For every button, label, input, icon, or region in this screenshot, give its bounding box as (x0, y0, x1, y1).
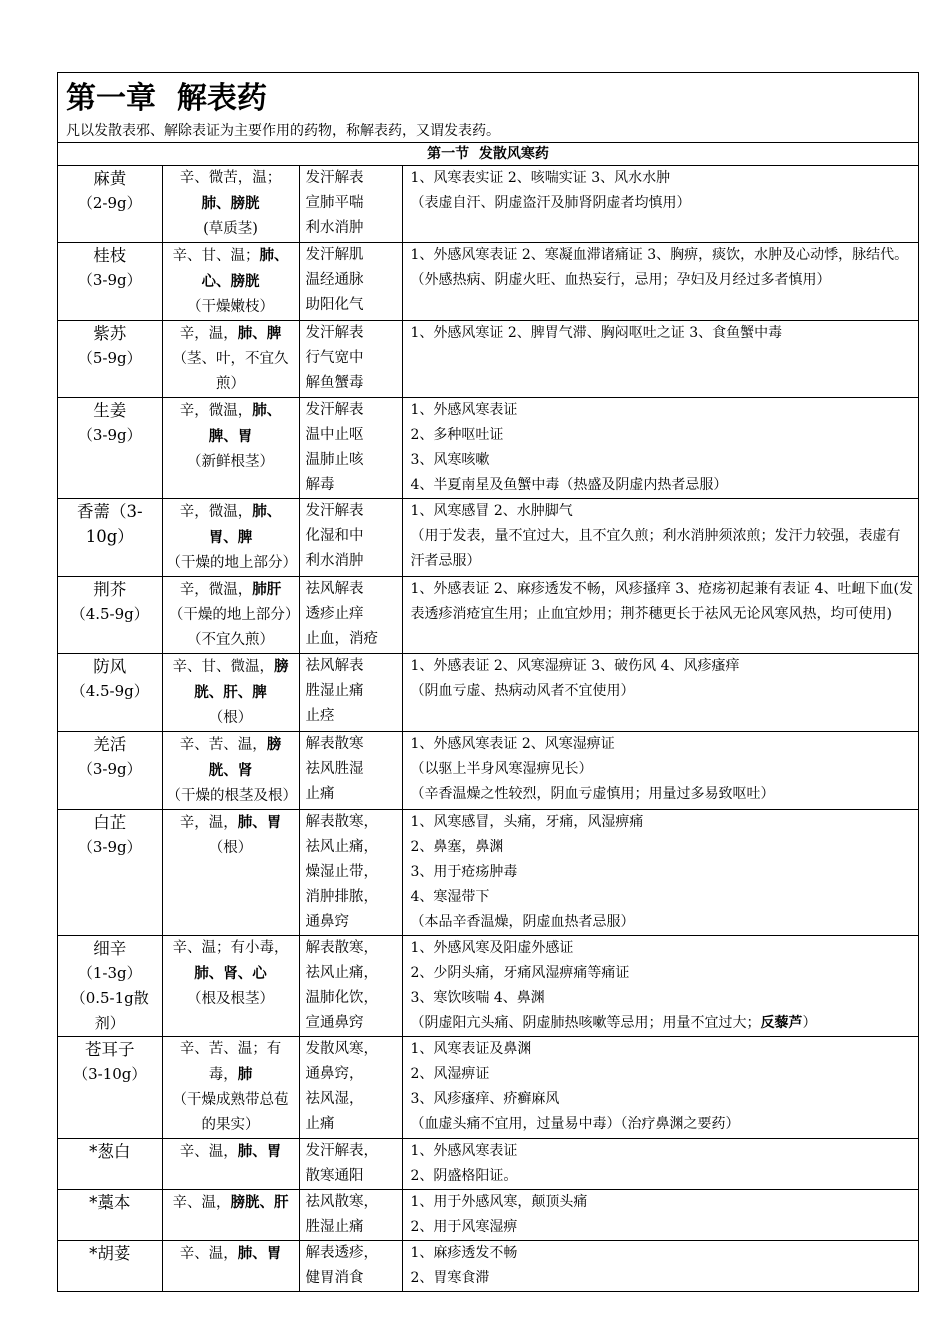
herb-functions-cell (299, 321, 402, 398)
chapter-title: 第一章 解表药 (66, 81, 267, 116)
herb-properties-cell (162, 577, 299, 654)
herb-function: 祛风止痛， (305, 839, 378, 855)
herb-function: 助阳化气 (305, 297, 364, 313)
herb-function: 发散风寒， (305, 1041, 378, 1057)
herb-function: 温肺化饮， (305, 990, 378, 1006)
herb-function: 散寒通阳 (305, 1168, 364, 1184)
herb-part: （干燥嫩枝） (187, 299, 274, 315)
herb-dose: （3-9g） (77, 426, 142, 444)
herb-indications-cell (402, 166, 918, 243)
herb-properties-cell (162, 936, 299, 1037)
herb-indications-cell (402, 810, 918, 936)
herb-function: 消肿排脓， (305, 889, 378, 905)
herb-row (58, 810, 918, 936)
herb-name: *葱白 (89, 1142, 131, 1161)
herb-function: 发汗解表 (305, 503, 364, 519)
herb-indication: 1、风寒表证及鼻渊 (410, 1041, 532, 1057)
herb-indication: 1、风寒表实证 2、咳喘实证 3、风水水肿 (410, 170, 671, 186)
herb-functions-cell (299, 732, 402, 810)
herb-name: 生姜 (93, 401, 127, 420)
herb-name-cell (58, 810, 162, 936)
herb-functions-cell (299, 577, 402, 654)
herb-indication: 1、用于外感风寒，颠顶头痛 (410, 1194, 588, 1210)
herb-row (58, 577, 918, 654)
herb-name: 苍耳子 (85, 1040, 135, 1059)
herb-indications-cell (402, 1190, 918, 1241)
herb-indication: 2、用于风寒湿痹 (410, 1219, 518, 1235)
herb-nature-line (167, 732, 295, 784)
herb-part: （根及根茎） (187, 991, 274, 1007)
herb-dose: （4.5-9g） (70, 605, 149, 623)
herb-nature-line (167, 810, 295, 836)
herb-part: （干燥的根茎及根） (166, 788, 297, 804)
herb-function: 祛风胜湿 (305, 761, 364, 777)
herb-row (58, 1037, 918, 1139)
herb-part: (草质茎) (203, 221, 258, 237)
herb-name-cell (58, 577, 162, 654)
herb-indication: 1、风寒感冒 2、水肿脚气 (410, 503, 573, 519)
herb-part: （根） (208, 840, 253, 856)
herb-indication: 4、寒湿带下 (410, 889, 490, 905)
herb-function: 宣肺平喘 (305, 195, 364, 211)
herb-row (58, 732, 918, 810)
herb-indications-cell (402, 1241, 918, 1292)
herb-properties-cell (162, 398, 299, 499)
herb-row (58, 499, 918, 577)
herb-function: 胜湿止痛 (305, 1219, 364, 1235)
herb-function: 通鼻窍， (305, 1066, 364, 1082)
herb-indication: 3、风寒咳嗽 (410, 452, 490, 468)
herb-function: 解表散寒， (305, 940, 378, 956)
herb-function: 通鼻窍 (305, 914, 349, 930)
herb-meridian: 肺、胃 (237, 1245, 282, 1262)
herb-function: 止血，消疮 (305, 631, 378, 647)
herb-row (58, 243, 918, 321)
herb-meridian: 肺、胃 (237, 814, 282, 831)
herb-indication: 2、多种呕吐证 (410, 427, 504, 443)
herb-indication: 1、外感表证 2、风寒湿痹证 3、破伤风 4、风疹瘙痒 (410, 658, 740, 674)
herb-name: 香薷（3-10g） (76, 502, 143, 546)
herb-name-cell (58, 1139, 162, 1190)
herb-table-body (58, 166, 918, 1291)
herb-dose: （4.5-9g） (70, 682, 149, 700)
chapter-intro: 凡以发散表邪、解除表证为主要作用的药物，称解表药，又谓发表药。 (66, 123, 500, 139)
herb-name: 紫苏 (93, 324, 127, 343)
herb-indication: 2、阴盛格阳证。 (410, 1168, 518, 1184)
herb-row (58, 1139, 918, 1190)
herb-nature-line (167, 654, 295, 706)
herb-indications-cell (402, 243, 918, 321)
herb-indication: 1、风寒感冒，头痛，牙痛，风湿痹痛 (410, 814, 644, 830)
herb-name: 白芷 (93, 813, 127, 832)
herb-row (58, 398, 918, 499)
herb-indication: （血虚头痛不宜用，过量易中毒）（治疗鼻渊之要药） (410, 1116, 740, 1132)
herb-function: 止痛 (305, 1116, 335, 1132)
document-page (57, 72, 919, 1292)
herb-indication: （以驱上半身风寒湿痹见长） (410, 761, 593, 777)
herb-indication: （阴虚阳亢头痛、阴虚肺热咳嗽等忌用；用量不宜过大； (410, 1015, 761, 1031)
chapter-header (58, 73, 918, 143)
herb-meridian: 肺、胃、脾 (208, 503, 282, 546)
herb-functions-cell (299, 1241, 402, 1292)
herb-functions-cell (299, 499, 402, 577)
herb-indications-cell (402, 1037, 918, 1139)
herb-meridian: 肺肝 (252, 581, 282, 598)
herb-functions-cell (299, 398, 402, 499)
herb-meridian: 肺、心、膀胱 (201, 247, 289, 290)
herb-name: 桂枝 (93, 246, 127, 265)
herb-function: 祛风湿， (305, 1091, 364, 1107)
herb-indication: 2、风湿痹证 (410, 1066, 490, 1082)
herb-indications-cell (402, 936, 918, 1037)
herb-function: 祛风解表 (305, 581, 364, 597)
herb-nature-line (167, 499, 295, 551)
herb-nature-line (167, 166, 295, 217)
herb-function: 温经通脉 (305, 272, 364, 288)
herb-nature-line (167, 1190, 295, 1216)
herb-name-cell (58, 243, 162, 321)
herb-function: 解表透疹， (305, 1245, 378, 1261)
herb-nature: 辛，温， (179, 326, 238, 342)
herb-name-cell (58, 936, 162, 1037)
herb-nature: 辛、苦、温， (179, 737, 267, 753)
herb-function: 祛风解表 (305, 658, 364, 674)
herb-function: 解毒 (305, 477, 335, 493)
herb-indication: 1、外感风寒证 2、脾胃气滞、胸闷呕吐之证 3、食鱼蟹中毒 (410, 325, 783, 341)
herb-name: 羌活 (93, 735, 127, 754)
herb-nature-line (167, 1037, 295, 1088)
herb-indication: （辛香温燥之性较烈，阴血亏虚慎用；用量过多易致呕吐） (410, 786, 775, 802)
herb-indication: （表虚自汗、阴虚盗汗及肺肾阴虚者均慎用） (410, 195, 691, 211)
herb-properties-cell (162, 654, 299, 732)
herb-functions-cell (299, 1139, 402, 1190)
herb-indication: 2、胃寒食滞 (410, 1270, 490, 1286)
herb-name-cell (58, 654, 162, 732)
herb-part: （干燥的地上部分）（不宜久煎） (168, 607, 293, 648)
herb-name: *藁本 (89, 1193, 131, 1212)
herb-nature: 辛，微温， (179, 504, 253, 520)
herb-function: 利水消肿 (305, 220, 364, 236)
herb-function: 发汗解表 (305, 402, 364, 418)
herb-name-cell (58, 321, 162, 398)
herb-meridian: 膀胱、肝 (230, 1194, 289, 1211)
herb-dose: （1-3g）（0.5-1g散剂） (70, 964, 149, 1032)
herb-indication: 1、外感表证 2、麻疹透发不畅，风疹搔痒 3、疮疡初起兼有表证 4、吐衄下血(发表透疹消疮宜生用；止血宜炒用；荆芥穗更长于祛风无论风寒风热，均可使用) (410, 581, 913, 622)
herb-function: 行气宽中 (305, 350, 364, 366)
herb-properties-cell (162, 243, 299, 321)
herb-indications-cell (402, 577, 918, 654)
herb-indication: 1、外感风寒表证 (410, 402, 518, 418)
herb-part: （茎、叶，不宜久煎） (172, 351, 289, 392)
herb-nature-line (167, 936, 295, 987)
herb-indication: 2、少阴头痛，牙痛风湿痹痛等痛证 (410, 965, 630, 981)
herb-indication: 1、外感风寒表证 (410, 1143, 518, 1159)
herb-nature: 辛、甘、温； (172, 248, 260, 264)
herb-name: 防风 (93, 657, 127, 676)
herb-meridian: 肺 (237, 1066, 253, 1083)
herb-function: 发汗解表， (305, 1143, 378, 1159)
herb-indication: （阴血亏虚、热病动风者不宜使用） (410, 683, 635, 699)
herb-row (58, 321, 918, 398)
herb-nature: 辛、苦、温；有毒， (179, 1041, 282, 1083)
herb-indication: 2、鼻塞，鼻渊 (410, 839, 504, 855)
herb-meridian: 膀胱、肝、脾 (194, 658, 289, 701)
herb-name: 麻黄 (93, 169, 127, 188)
herb-properties-cell (162, 499, 299, 577)
herb-name-cell (58, 1190, 162, 1241)
herb-name-cell (58, 1037, 162, 1139)
herb-function: 解鱼蟹毒 (305, 375, 364, 391)
herb-nature: 辛、温， (172, 1195, 231, 1211)
herb-properties-cell (162, 1037, 299, 1139)
herb-meridian: 肺、胃 (237, 1143, 282, 1160)
herb-meridian: 肺、肾、心 (194, 965, 267, 982)
herb-indications-cell (402, 321, 918, 398)
herb-nature-line (167, 243, 295, 295)
herb-function: 燥湿止带， (305, 864, 378, 880)
herb-dose: （3-9g） (77, 760, 142, 778)
herb-functions-cell (299, 936, 402, 1037)
herb-nature: 辛、温， (179, 1246, 238, 1262)
herb-nature-line (167, 1139, 295, 1165)
herb-function: 祛风止痛， (305, 965, 378, 981)
herb-dose: （3-9g） (77, 838, 142, 856)
herb-functions-cell (299, 1037, 402, 1139)
herb-meridian: 肺、脾 (237, 325, 282, 342)
herb-nature-line (167, 398, 295, 450)
herb-nature-line (167, 321, 295, 347)
herb-indication: 3、用于疮疡肿毒 (410, 864, 518, 880)
herb-row (58, 936, 918, 1037)
herb-indication: 1、外感风寒表证 2、寒凝血滞诸痛证 3、胸痹，痰饮，水肿及心动悸，脉结代。（外感热病、阴虚火旺、血热妄行，忌用；孕妇及月经过多者慎用） (410, 247, 909, 288)
herb-indication: 1、外感风寒表证 2、风寒湿痹证 (410, 736, 615, 752)
herb-function: 宣通鼻窍 (305, 1015, 364, 1031)
herb-nature: 辛、微苦，温； (179, 170, 282, 186)
herb-indications-cell (402, 732, 918, 810)
herb-indication: 3、风疹瘙痒、疥癣麻风 (410, 1091, 560, 1107)
herb-indications-cell (402, 398, 918, 499)
herb-function: 发汗解肌 (305, 247, 364, 263)
herb-dose: （3-10g） (73, 1065, 147, 1083)
herb-properties-cell (162, 166, 299, 243)
herb-function: 止痛 (305, 786, 335, 802)
herb-function: 利水消肿 (305, 553, 364, 569)
herb-function: 祛风散寒， (305, 1194, 378, 1210)
herb-row (58, 166, 918, 243)
herb-nature: 辛，微温， (179, 403, 253, 419)
herb-indication: 1、麻疹透发不畅 (410, 1245, 518, 1261)
herb-function: 温中止呕 (305, 427, 364, 443)
herb-name-cell (58, 1241, 162, 1292)
herb-properties-cell (162, 810, 299, 936)
herb-properties-cell (162, 1190, 299, 1241)
herb-table (58, 166, 918, 1291)
herb-functions-cell (299, 166, 402, 243)
herb-name-cell (58, 499, 162, 577)
herb-function: 止痉 (305, 708, 335, 724)
herb-caution-tail: ） (802, 1015, 817, 1031)
herb-nature-line (167, 1241, 295, 1267)
herb-nature: 辛、温， (179, 1144, 238, 1160)
herb-nature: 辛，温， (179, 815, 238, 831)
herb-function: 透疹止痒 (305, 606, 364, 622)
herb-name: 细辛 (93, 939, 127, 958)
herb-function: 化湿和中 (305, 528, 364, 544)
herb-indications-cell (402, 499, 918, 577)
herb-function: 温肺止咳 (305, 452, 364, 468)
section-title: 第一节 发散风寒药 (58, 143, 918, 166)
herb-dose: （3-9g） (77, 271, 142, 289)
herb-function: 发汗解表 (305, 325, 364, 341)
herb-part: （新鲜根茎） (187, 454, 274, 470)
herb-name-cell (58, 398, 162, 499)
herb-functions-cell (299, 243, 402, 321)
herb-function: 健胃消食 (305, 1270, 364, 1286)
herb-part: （根） (208, 710, 253, 726)
herb-indication: （本品辛香温燥，阴虚血热者忌服） (410, 914, 635, 930)
herb-indication: 3、寒饮咳喘 4、鼻渊 (410, 990, 545, 1006)
herb-caution: 反藜芦 (760, 1015, 803, 1031)
herb-function: 发汗解表 (305, 170, 364, 186)
herb-dose: （2-9g） (77, 194, 142, 212)
herb-nature: 辛、甘、微温， (172, 659, 274, 675)
herb-row (58, 1190, 918, 1241)
herb-indications-cell (402, 654, 918, 732)
herb-properties-cell (162, 1139, 299, 1190)
herb-function: 胜湿止痛 (305, 683, 364, 699)
herb-caution-line (411, 1011, 915, 1036)
herb-indication: 4、半夏南星及鱼蟹中毒（热盛及阴虚内热者忌服） (410, 477, 728, 493)
herb-properties-cell (162, 1241, 299, 1292)
herb-meridian: 膀胱、肾 (208, 736, 282, 779)
herb-dose: （5-9g） (77, 349, 142, 367)
herb-row (58, 1241, 918, 1292)
herb-functions-cell (299, 1190, 402, 1241)
herb-name-cell (58, 732, 162, 810)
herb-indications-cell (402, 1139, 918, 1190)
herb-function: 解表散寒， (305, 814, 378, 830)
herb-part: （干燥成熟带总苞的果实） (172, 1092, 289, 1133)
herb-function: 解表散寒 (305, 736, 364, 752)
herb-indication: （用于发表，量不宜过大，且不宜久煎；利水消肿须浓煎；发汗力较强，表虚有汗者忌服） (410, 528, 901, 569)
herb-functions-cell (299, 810, 402, 936)
herb-meridian: 肺、脾、胃 (208, 402, 282, 445)
herb-nature-line (167, 577, 295, 603)
herb-row (58, 654, 918, 732)
herb-properties-cell (162, 732, 299, 810)
herb-meridian: 肺、膀胱 (201, 195, 260, 212)
herb-name: *胡荽 (89, 1244, 131, 1263)
herb-name: 荆芥 (93, 580, 127, 599)
herb-name-cell (58, 166, 162, 243)
herb-nature: 辛，微温， (179, 582, 253, 598)
herb-nature: 辛、温；有小毒， (172, 940, 289, 956)
herb-functions-cell (299, 654, 402, 732)
herb-properties-cell (162, 321, 299, 398)
herb-part: （干燥的地上部分） (166, 555, 297, 571)
herb-indication: 1、外感风寒及阳虚外感证 (410, 940, 574, 956)
